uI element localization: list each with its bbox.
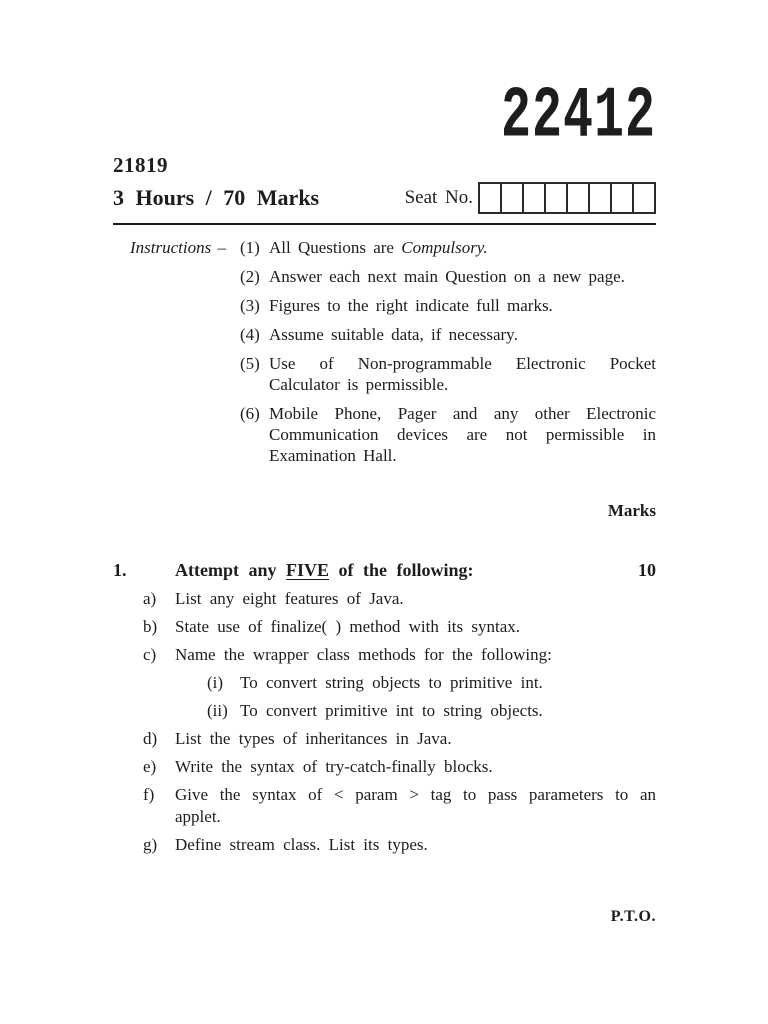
instruction-text: Answer each next main Question on a new page. xyxy=(269,267,625,286)
instruction-item xyxy=(240,266,656,287)
sub-question-d xyxy=(143,728,656,750)
instruction-text xyxy=(269,237,656,258)
question-title-before: Attempt any xyxy=(175,560,286,580)
sub-question-label: a) xyxy=(143,589,157,608)
sub-question-text: Write the syntax of try-catch-finally blocks. xyxy=(175,757,493,776)
instruction-text: Mobile Phone, Pager and any other Electronic Communication devices are not permissible in Examination Hall. xyxy=(269,404,656,465)
roman-item-text: To convert primitive int to string objects. xyxy=(240,701,543,720)
seat-number-boxes xyxy=(478,182,656,214)
instruction-text: Assume suitable data, if necessary. xyxy=(269,325,518,344)
instruction-number: (1) xyxy=(240,238,260,257)
seat-number-label: Seat No. xyxy=(404,187,473,208)
question-number: 1. xyxy=(113,560,127,580)
seat-box-cell xyxy=(610,184,632,212)
question-title-underlined: FIVE xyxy=(286,560,330,580)
sub-question-label: f) xyxy=(143,785,155,804)
seat-box-cell xyxy=(522,184,544,212)
question-1-section xyxy=(113,558,656,856)
instructions-label: Instructions – xyxy=(130,238,226,257)
sub-question-a xyxy=(143,588,656,610)
instruction-number: (2) xyxy=(240,267,260,286)
instruction-list xyxy=(240,237,656,474)
sub-question-text: Give the syntax of < param > tag to pass parameters to an applet. xyxy=(175,785,656,826)
sub-question-f xyxy=(143,784,656,828)
sub-question-text: Define stream class. List its types. xyxy=(175,835,428,854)
page-content xyxy=(113,153,656,856)
sub-question-text: List the types of inheritances in Java. xyxy=(175,729,452,748)
sub-question-b xyxy=(143,616,656,638)
instruction-item xyxy=(240,237,656,258)
sub-question-c-item-ii xyxy=(207,700,656,722)
instruction-number: (6) xyxy=(240,404,260,423)
instruction-item xyxy=(240,353,656,395)
roman-item-label: (ii) xyxy=(207,701,228,720)
seat-box-cell xyxy=(566,184,588,212)
question-title-after: of the following: xyxy=(329,560,474,580)
exam-code-large: 22412 xyxy=(500,76,656,159)
duration-marks: 3 Hours / 70 Marks xyxy=(113,185,320,210)
sub-question-label: g) xyxy=(143,835,158,854)
marks-column-header: Marks xyxy=(607,501,656,520)
instruction-item xyxy=(240,324,656,345)
sub-question-label: e) xyxy=(143,757,157,776)
seat-box-cell xyxy=(588,184,610,212)
question-marks-value: 10 xyxy=(638,560,656,580)
seat-box-cell xyxy=(500,184,522,212)
seat-box-cell xyxy=(544,184,566,212)
roman-item-text: To convert string objects to primitive int. xyxy=(240,673,543,692)
sub-question-text: List any eight features of Java. xyxy=(175,589,404,608)
instruction-text: Figures to the right indicate full marks. xyxy=(269,296,553,315)
instruction-item xyxy=(240,295,656,316)
sub-question-label: d) xyxy=(143,729,158,748)
instruction-text-italic: Compulsory. xyxy=(401,238,488,257)
sub-question-label: b) xyxy=(143,617,158,636)
roman-item-label: (i) xyxy=(207,673,224,692)
seat-number-group xyxy=(405,182,656,214)
sub-question-text: Name the wrapper class methods for the following: xyxy=(175,645,552,664)
instruction-item xyxy=(240,403,656,466)
instruction-text: Use of Non-programmable Electronic Pocket Calculator is permissible. xyxy=(269,354,656,394)
page-turn-over-label: P.T.O. xyxy=(610,908,656,925)
instruction-number: (4) xyxy=(240,325,260,344)
instruction-text-plain: All Questions are xyxy=(269,238,402,257)
header-row xyxy=(113,182,656,214)
sub-question-label: c) xyxy=(143,645,157,664)
sub-question-g xyxy=(143,834,656,856)
seat-box-cell xyxy=(632,184,654,212)
sub-question-e xyxy=(143,756,656,778)
instructions-section xyxy=(113,237,656,474)
seat-box-cell xyxy=(480,184,500,212)
question-title xyxy=(175,558,638,582)
sub-question-c-item-i xyxy=(207,672,656,694)
paper-code: 21819 xyxy=(113,153,168,177)
sub-question-text: State use of finalize( ) method with its syntax. xyxy=(175,617,521,636)
instruction-number: (5) xyxy=(240,354,260,373)
question-1-header xyxy=(113,558,656,582)
instruction-number: (3) xyxy=(240,296,260,315)
header-divider xyxy=(113,223,656,225)
sub-question-c xyxy=(143,644,656,666)
